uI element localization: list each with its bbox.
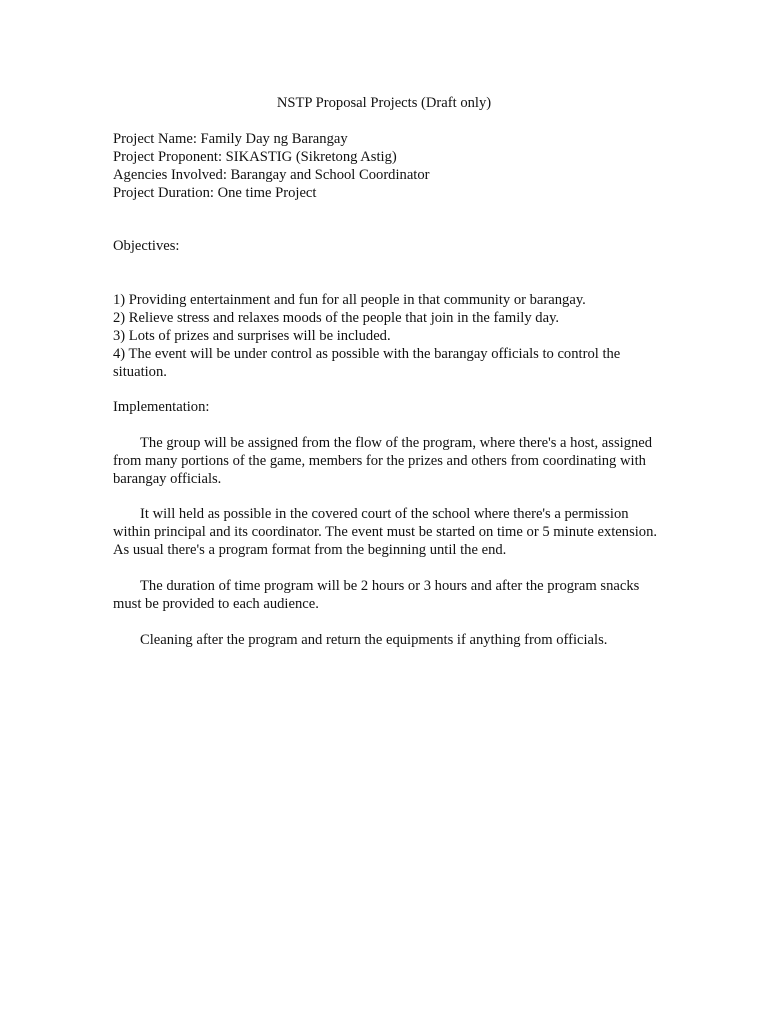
objective-item: 2) Relieve stress and relaxes moods of the people that join in the family day. xyxy=(113,310,560,326)
document-title: NSTP Proposal Projects (Draft only) xyxy=(276,95,492,111)
project-name: Project Name: Family Day ng Barangay xyxy=(113,131,348,147)
objective-item: 3) Lots of prizes and surprises will be included. xyxy=(113,328,391,344)
implementation-paragraph: The duration of time program will be 2 hours or 3 hours and after the program snacks must be provided to each audience. xyxy=(113,578,640,612)
project-details xyxy=(113,130,673,202)
project-proponent: Project Proponent: SIKASTIG (Sikretong Astig) xyxy=(113,149,397,165)
objective-item: 1) Providing entertainment and fun for all people in that community or barangay. xyxy=(113,292,586,308)
objectives-heading: Objectives: xyxy=(113,238,180,254)
implementation-paragraph: The group will be assigned from the flow of the program, where there's a host, assigned from many portions of the game, members for the prizes and others from coordinating with barangay officials. xyxy=(113,435,653,487)
implementation-paragraph: Cleaning after the program and return the equipments if anything from officials. xyxy=(140,632,608,648)
objectives-list xyxy=(113,291,658,381)
implementation-paragraph: It will held as possible in the covered court of the school where there's a permission within principal and its coordinator. The event must be started on time or 5 minute extension. As usual there's a program format from the beginning until the end. xyxy=(113,506,658,558)
objective-item: 4) The event will be under control as possible with the barangay officials to control the situation. xyxy=(113,346,621,380)
project-duration: Project Duration: One time Project xyxy=(113,185,317,201)
implementation-heading: Implementation: xyxy=(113,399,210,415)
agencies-involved: Agencies Involved: Barangay and School Coordinator xyxy=(113,167,430,183)
